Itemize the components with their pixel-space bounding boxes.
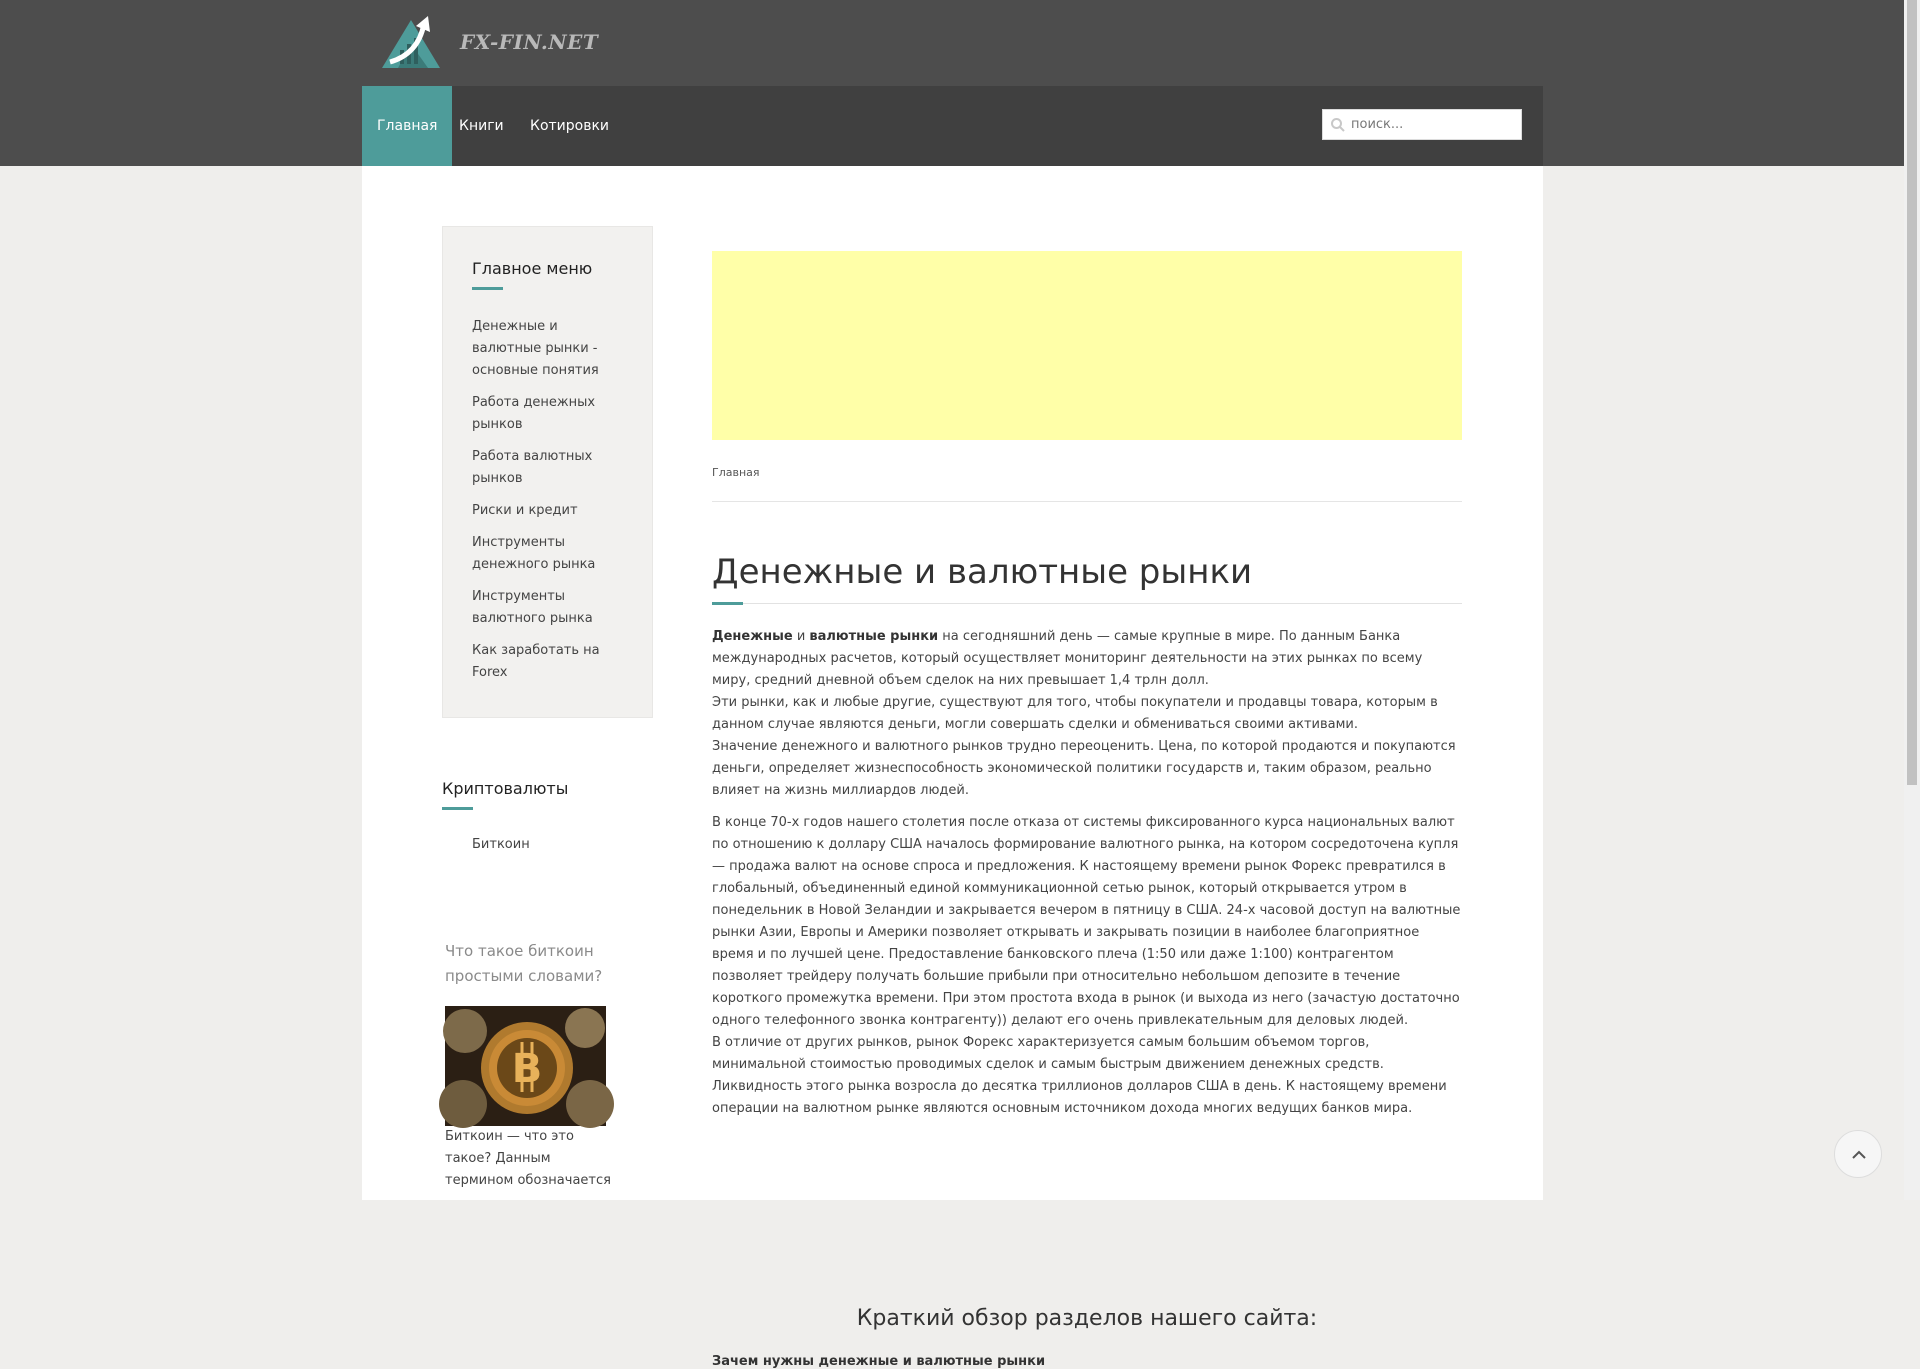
sections-overview-heading: Краткий обзор разделов нашего сайта: [856, 1306, 1318, 1331]
logo-icon[interactable] [378, 14, 444, 70]
sidebar-item-money-instruments[interactable]: Инструменты денежного рынка [472, 535, 596, 572]
sidebar-menu-list [472, 316, 622, 694]
section-subheading: Зачем нужны денежные и валютные рынки [712, 1354, 1046, 1369]
search-icon [1330, 117, 1346, 133]
article-p2: В конце 70-х годов нашего столетия после отказа от системы фиксированного курса национальных валют по отношению к доллару США началось формирование валютного рынка, на котором сосредоточена купля — продажа валют на основе спроса и предложения. К настоящему времени рынок Форекс превратился в глобальный, объединенный единой коммуникационной сетью рынок, который открывается утром в понедельник в Новой Зеландии и закрывается вечером в пятницу в США. 24-х часовой доступ на валютные рынки Азии, Европы и Америки позволяет открывать и закрывать позиции в наиболее благоприятное время и по лучшей цене. Предоставление банковского плеча (1:50 или даже 1:100) контрагентом позволяет трейдеру получать большие прибыли при относительно небольшом депозите в течение короткого промежутка времени. При этом простота входа в рынок (и выхода из него (зачастую достаточно одного телефонного звонка контрагенту)) делают его очень привлекательным для деловых людей. [712, 815, 1461, 1028]
nav-item-quotes[interactable]: Котировки [530, 118, 610, 134]
article-paragraph-2 [712, 812, 1464, 1120]
ad-banner[interactable] [712, 251, 1462, 440]
crypto-section-title: Криптовалюты [442, 779, 569, 798]
page-content [362, 166, 1543, 1369]
bitcoin-image[interactable] [445, 1006, 606, 1126]
teaser-text: Биткоин — что это такое? Данным термином обозначается [445, 1129, 611, 1188]
sidebar-item-currency-markets[interactable]: Работа валютных рынков [472, 449, 593, 486]
search-box [1322, 109, 1522, 140]
teaser-title-link[interactable]: Что такое биткоин простыми словами? [445, 942, 603, 985]
main-navbar [362, 86, 1543, 166]
article-body [712, 626, 1464, 1130]
search-input[interactable] [1351, 110, 1519, 139]
title-divider [712, 603, 1462, 604]
article-p1-rest: на сегодняшний день — самые крупные в мире. По данным Банка международных расчетов, который осуществляет мониторинг деятельности на этих рынках по всему миру, средний дневной объем сделок на них превышает 1,4 трлн долл. [712, 629, 1423, 688]
article-p1-line3: Значение денежного и валютного рынков трудно переоценить. Цена, по которой продаются и покупаются деньги, определяет жизнеспособность экономической политики государств и, таким образом, реально влияет на жизнь миллиардов людей. [712, 739, 1456, 798]
sidebar-main-menu [442, 226, 653, 718]
article-p2-line2: В отличие от других рынков, рынок Форекс характеризуется самым большим объемом торгов, минимальной стоимостью проводимых сделок и самым быстрым движением денежных средств. Ликвидность этого рынка возросла до десятка триллионов долларов США в день. К настоящему времени операции на валютном рынке являются основным источником дохода многих ведущих банков мира. [712, 1035, 1447, 1116]
sidebar-item-forex[interactable]: Как заработать на Forex [472, 643, 600, 680]
sidebar-item-money-markets[interactable]: Работа денежных рынков [472, 395, 596, 432]
crypto-title-underline [442, 807, 473, 810]
sidebar-item-risks-credit[interactable]: Риски и кредит [472, 503, 578, 518]
breadcrumb-divider [712, 501, 1462, 502]
crypto-item-bitcoin[interactable]: Биткоин [472, 837, 530, 852]
nav-item-books[interactable]: Книги [459, 118, 504, 134]
sidebar-item-basics[interactable]: Денежные и валютные рынки - основные понятия [472, 319, 599, 378]
article-and: и [792, 629, 810, 644]
scroll-to-top-button[interactable] [1834, 1130, 1882, 1178]
breadcrumb[interactable]: Главная [712, 466, 760, 479]
article-p1-line2: Эти рынки, как и любые другие, существуют для того, чтобы покупатели и продавцы товара, которым в данном случае являются деньги, могли совершать сделки и обмениваться своими активами. [712, 695, 1438, 732]
title-accent-line [712, 602, 743, 605]
page-title: Денежные и валютные рынки [712, 552, 1253, 592]
sidebar-menu-title: Главное меню [472, 259, 593, 278]
sidebar-title-underline [472, 287, 503, 290]
article-bold-currency: валютные рынки [809, 629, 939, 644]
site-logo-text[interactable]: FX-FIN.NET [460, 30, 599, 54]
article-paragraph-1 [712, 626, 1464, 802]
article-bold-money: Денежные [712, 629, 793, 644]
svg-text:B: B [511, 1046, 543, 1092]
sidebar-item-currency-instruments[interactable]: Инструменты валютного рынка [472, 589, 593, 626]
site-header [362, 0, 1543, 86]
scrollbar-thumb[interactable] [1907, 0, 1917, 785]
nav-item-home[interactable]: Главная [362, 86, 452, 166]
